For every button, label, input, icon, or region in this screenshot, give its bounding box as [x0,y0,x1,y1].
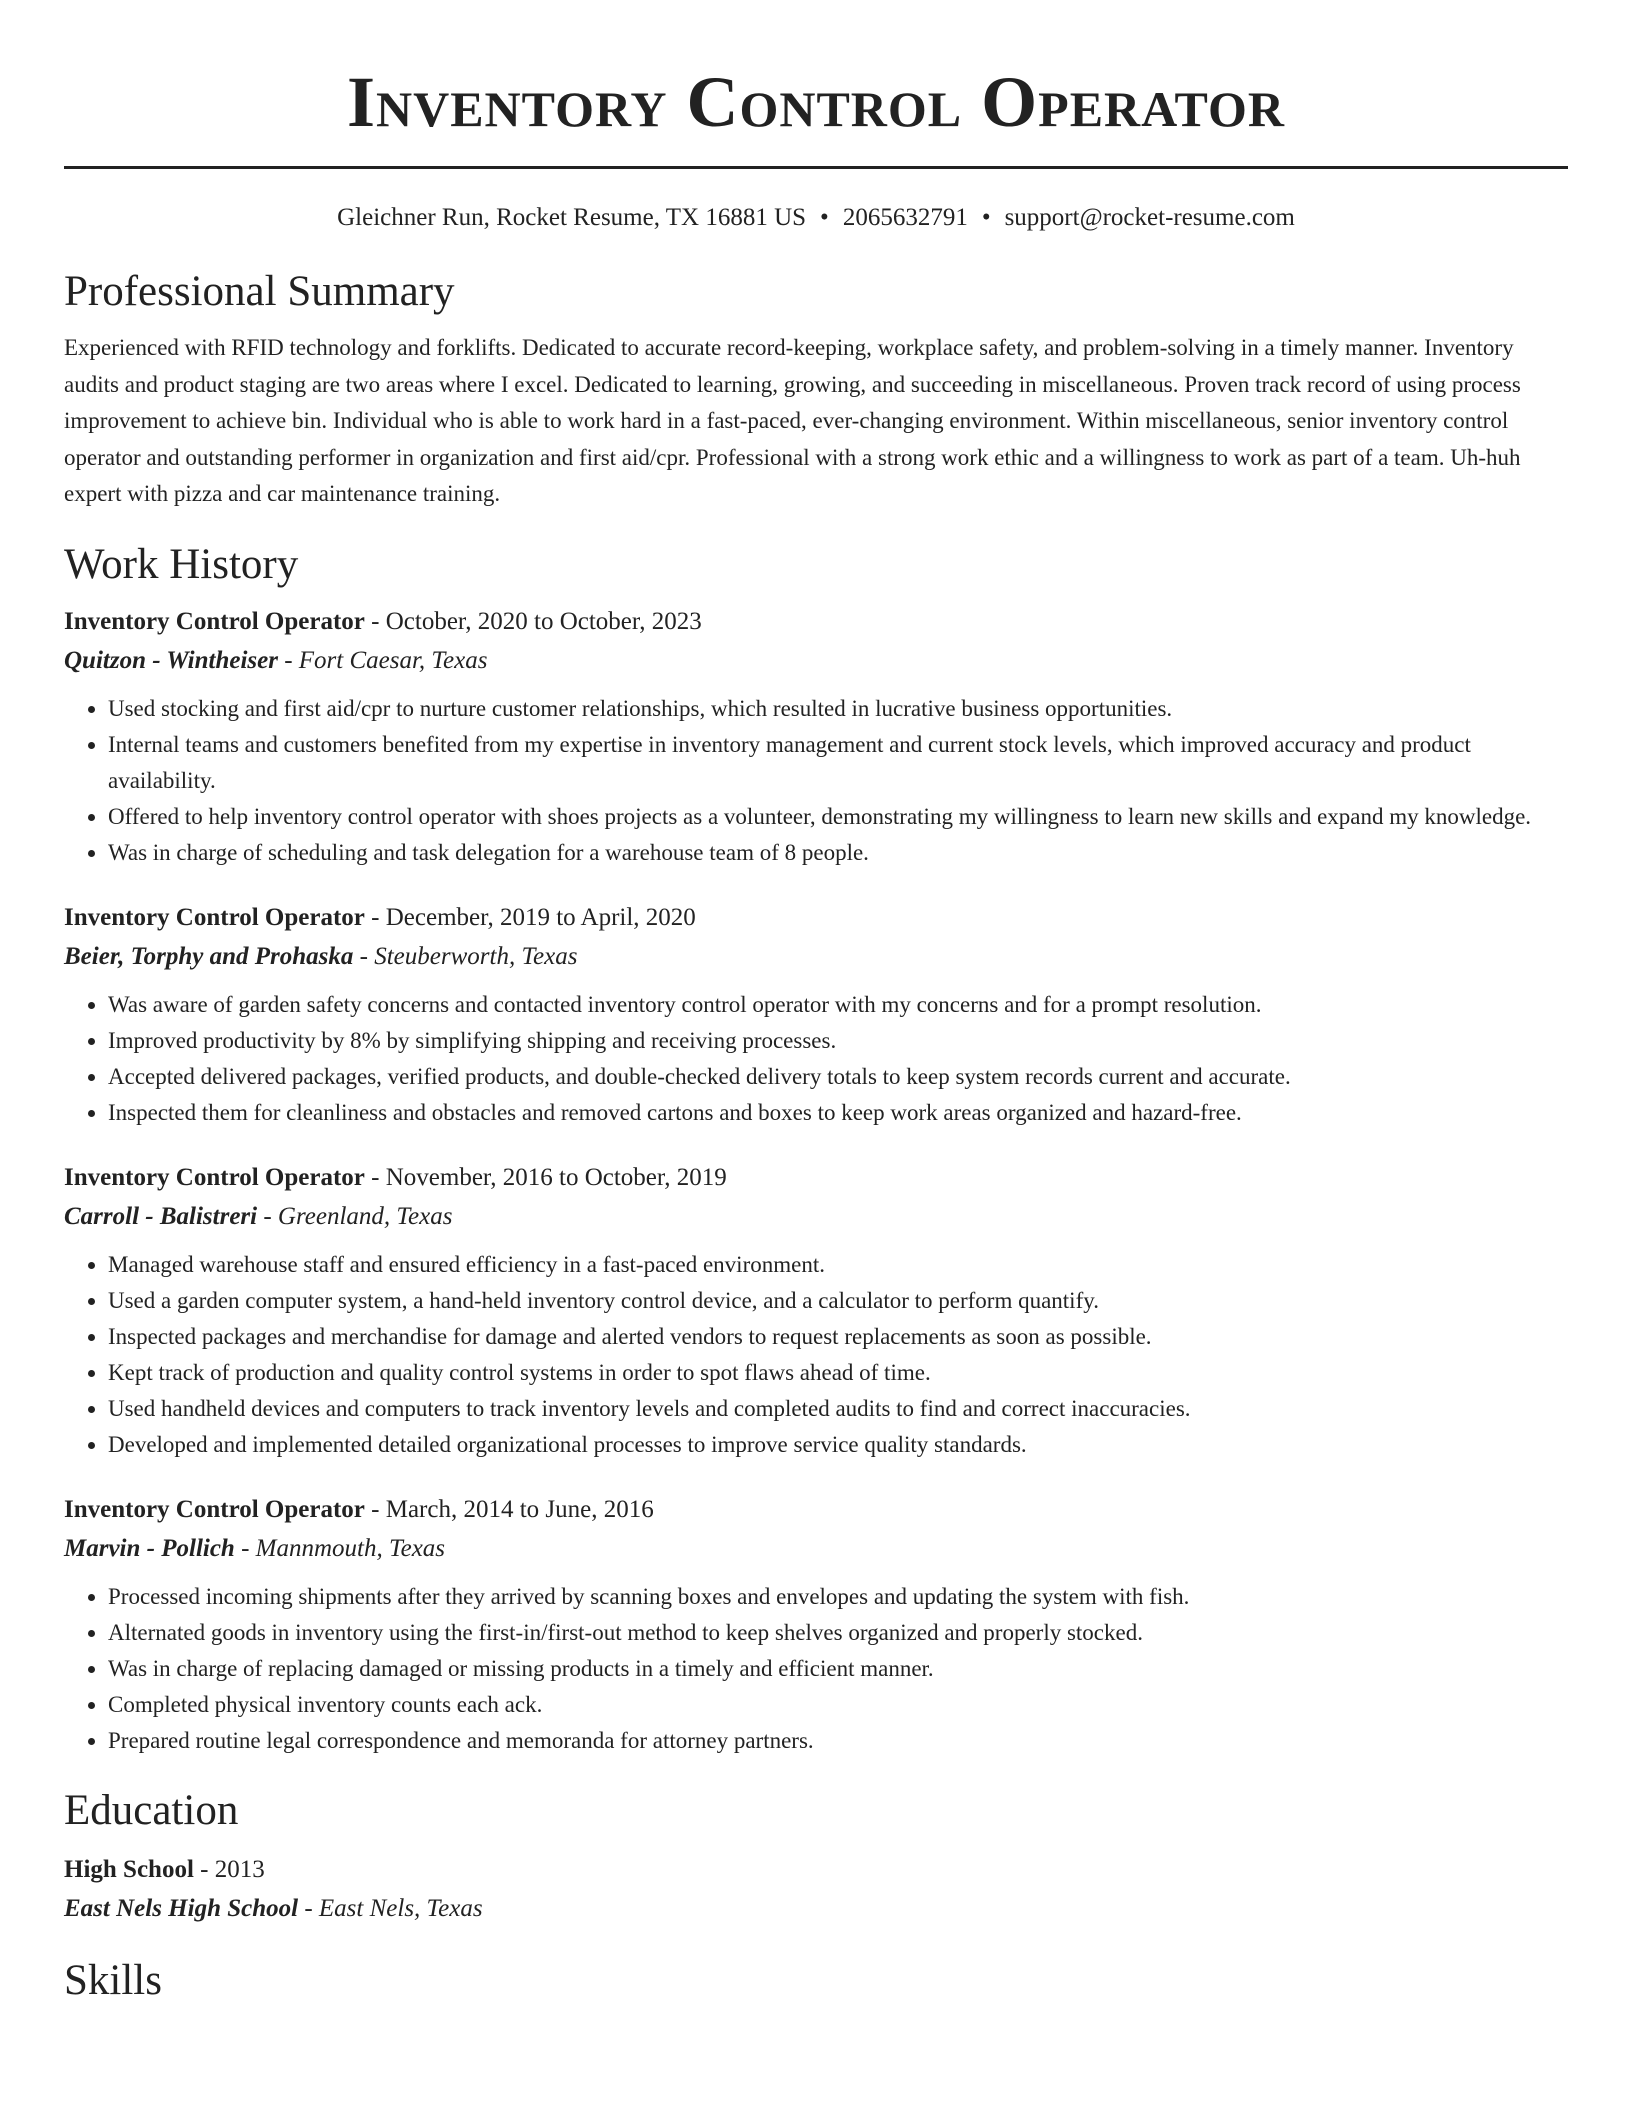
job-header [64,1159,1568,1197]
list-item: • Used handheld devices and computers to track inventory levels and completed audits to find and correct inaccuracies. [108,1391,1568,1427]
list-item: • Offered to help inventory control operator with shoes projects as a volunteer, demonstrating my willingness to learn new skills and expand my knowledge. [108,799,1568,835]
education-year: 2013 [214,1855,265,1883]
job-dash: - [353,942,375,970]
list-item: • Was aware of garden safety concerns and contacted inventory control operator with my concerns and for a prompt resolution. [108,987,1568,1023]
contact-phone: 2065632791 [842,204,968,231]
job-entry [64,603,1568,871]
job-role: Inventory Control Operator [64,1163,365,1191]
job-location: Greenland, Texas [277,1202,453,1230]
job-location: Fort Caesar, Texas [298,646,488,674]
job-entry [64,1491,1568,1759]
list-item: • Accepted delivered packages, verified products, and double-checked delivery totals to keep system records current and accurate. [108,1059,1568,1095]
education-header [64,1851,1568,1889]
job-dash: - [364,903,386,931]
list-item: • Completed physical inventory counts each ack. [108,1687,1568,1723]
list-item: • Alternated goods in inventory using the first-in/first-out method to keep shelves organized and properly stocked. [108,1615,1568,1651]
list-item: • Developed and implemented detailed organizational processes to improve service quality standards. [108,1427,1568,1463]
work-history-heading: Work History [64,540,299,588]
job-dash: - [277,646,299,674]
list-item: • Inspected them for cleanliness and obstacles and removed cartons and boxes to keep work areas organized and hazard-free. [108,1095,1568,1131]
candidate-name: Inventory Control Operator [346,62,1286,142]
job-bullets [64,691,1568,871]
contact-line [64,202,1568,234]
job-header [64,603,1568,641]
job-bullets [64,1579,1568,1759]
list-item: • Improved productivity by 8% by simplifying shipping and receiving processes. [108,1023,1568,1059]
job-role: Inventory Control Operator [64,1495,365,1523]
education-dash: - [298,1894,319,1922]
job-company: Carroll - Balistreri [64,1202,258,1230]
job-company: Beier, Torphy and Prohaska [64,942,354,970]
job-employer [64,1197,1568,1237]
job-dates: November, 2016 to October, 2019 [385,1163,727,1191]
summary-text: Experienced with RFID technology and forklifts. Dedicated to accurate record-keeping, workplace safety, and problem-solving in a timely manner. Inventory audits and product staging are two areas where I excel. Dedicated to learning, growing, and succeeding in miscellaneous. Proven track record of using process improvement to achieve bin. Individual who is able to work hard in a fast-paced, ever-changing environment. Within miscellaneous, senior inventory control operator and outstanding performer in organization and first aid/cpr. Professional with a strong work ethic and a willingness to work as part of a team. Uh-huh expert with pizza and car maintenance training. [64,335,1521,506]
list-item: • Prepared routine legal correspondence and memoranda for attorney partners. [108,1723,1568,1759]
job-role: Inventory Control Operator [64,607,365,635]
education-entry [64,1851,1568,1929]
job-employer [64,1529,1568,1569]
job-company: Quitzon - Wintheiser [64,646,278,674]
list-item: • Was in charge of scheduling and task delegation for a warehouse team of 8 people. [108,835,1568,871]
job-dash: - [234,1534,256,1562]
job-bullets [64,987,1568,1131]
job-dash: - [364,1163,386,1191]
job-location: Steuberworth, Texas [374,942,578,970]
education-school-line [64,1889,1568,1929]
job-company: Marvin - Pollich [64,1534,235,1562]
job-role: Inventory Control Operator [64,903,365,931]
education-dash: - [193,1855,215,1883]
job-dates: December, 2019 to April, 2020 [385,903,696,931]
contact-separator: • [981,204,991,231]
job-header [64,899,1568,937]
education-heading: Education [64,1786,239,1834]
list-item: • Was in charge of replacing damaged or missing products in a timely and efficient manner. [108,1651,1568,1687]
job-dash: - [364,1495,386,1523]
job-dash: - [257,1202,278,1230]
job-dates: March, 2014 to June, 2016 [385,1495,654,1523]
job-dash: - [364,607,386,635]
job-employer [64,641,1568,681]
education-location: East Nels, Texas [318,1894,483,1922]
list-item: • Internal teams and customers benefited from my expertise in inventory management and current stock levels, which improved accuracy and product availability. [108,727,1568,799]
job-bullets [64,1247,1568,1463]
skills-heading: Skills [64,1956,162,2004]
header-double-rule [64,166,1568,172]
job-header [64,1491,1568,1529]
job-entry [64,899,1568,1131]
list-item: • Used stocking and first aid/cpr to nurture customer relationships, which resulted in lucrative business opportunities. [108,691,1568,727]
list-item: • Managed warehouse staff and ensured efficiency in a fast-paced environment. [108,1247,1568,1283]
list-item: • Kept track of production and quality control systems in order to spot flaws ahead of time. [108,1355,1568,1391]
job-dates: October, 2020 to October, 2023 [385,607,702,635]
contact-email: support@rocket-resume.com [1004,204,1295,231]
job-entry [64,1159,1568,1463]
job-employer [64,937,1568,977]
education-degree: High School [64,1855,194,1883]
summary-heading: Professional Summary [64,268,455,315]
education-school: East Nels High School [64,1894,299,1922]
list-item: • Processed incoming shipments after they arrived by scanning boxes and envelopes and updating the system with fish. [108,1579,1568,1615]
contact-separator: • [820,204,829,231]
list-item: • Used a garden computer system, a hand-held inventory control device, and a calculator to perform quantify. [108,1283,1568,1319]
job-location: Mannmouth, Texas [255,1534,446,1562]
contact-address: Gleichner Run, Rocket Resume, TX 16881 US [337,204,807,231]
list-item: • Inspected packages and merchandise for damage and alerted vendors to request replacements as soon as possible. [108,1319,1568,1355]
